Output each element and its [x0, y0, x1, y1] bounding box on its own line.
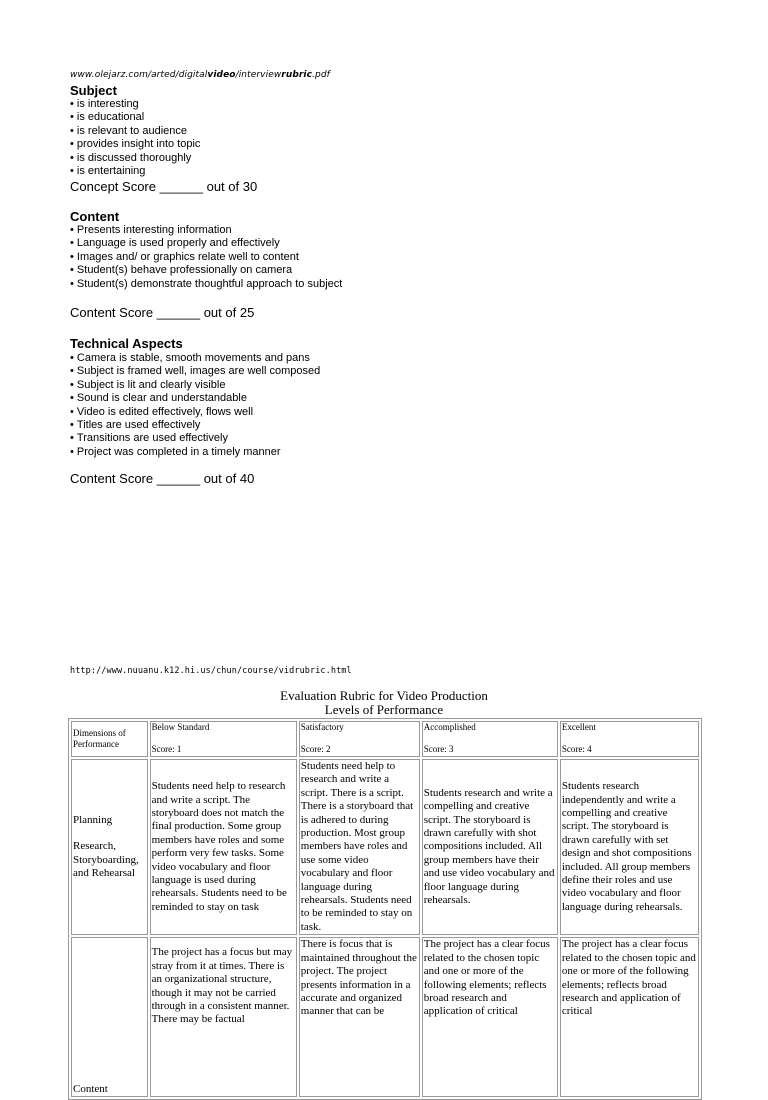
- table-header-row: [71, 721, 699, 757]
- list-item: • Project was completed in a timely manner: [70, 446, 320, 459]
- list-item: • Subject is framed well, images are well composed: [70, 365, 320, 378]
- list-item: • Student(s) demonstrate thoughtful approach to subject: [70, 278, 342, 291]
- concept-score: Concept Score ______ out of 30: [70, 179, 258, 194]
- table-cell: The project has a focus but may stray from it at times. There is an organizational structure, though it may not be carried through in a consistent manner. There may be factual: [150, 937, 297, 1097]
- list-item: • Sound is clear and understandable: [70, 392, 320, 405]
- content-heading: Content: [70, 209, 120, 224]
- list-item: • Student(s) behave professionally on camera: [70, 264, 342, 277]
- source-url-2: http://www.nuuanu.k12.hi.us/chun/course/vidrubric.html: [70, 666, 352, 676]
- table-cell: There is focus that is maintained throughout the project. The project presents information in a accurate and organized manner that can be: [299, 937, 420, 1097]
- list-item: • Language is used properly and effectively: [70, 237, 342, 250]
- list-item: • Images and/ or graphics relate well to content: [70, 251, 342, 264]
- header-level: Satisfactory Score: 2: [299, 721, 420, 757]
- rubric-subtitle: Levels of Performance: [324, 702, 444, 717]
- list-item: • is interesting: [70, 98, 200, 111]
- rubric-table: [68, 718, 702, 1100]
- list-item: • is educational: [70, 111, 200, 124]
- table-cell: Students research independently and write a compelling and creative script. The storyboard is drawn carefully with set design and shot compositions included. All group members define their roles and use video vocabulary and floor language during rehearsals.: [560, 759, 699, 935]
- table-cell: Students need help to research and write a script. The storyboard does not match the final production. Some group members have roles and some perform very few tasks. Some video vocabulary and floor language is used during rehearsals. Students need to be reminded to stay on task: [150, 759, 297, 935]
- source-url: www.olejarz.com/arted/digitalvideo/interviewrubric.pdf: [70, 70, 330, 80]
- content-list: [70, 224, 342, 291]
- subject-list: [70, 98, 200, 178]
- list-item: • Camera is stable, smooth movements and pans: [70, 352, 320, 365]
- table-cell: The project has a clear focus related to the chosen topic and one or more of the following elements; reflects broad research and application of critical: [560, 937, 699, 1097]
- header-level: Accomplished Score: 3: [422, 721, 558, 757]
- content-score: Content Score ______ out of 25: [70, 305, 255, 320]
- list-item: • provides insight into topic: [70, 138, 200, 151]
- technical-score: Content Score ______ out of 40: [70, 471, 255, 486]
- table-cell: Students need help to research and write a script. There is a script. There is a storyboard that is adhered to during production. Most group members have roles and use some video vocabulary and floor language during rehearsals. Students need to be reminded to stay on task.: [299, 759, 420, 935]
- rubric-title: Evaluation Rubric for Video Production: [280, 688, 488, 703]
- table-cell: The project has a clear focus related to the chosen topic and one or more of the following elements; reflects broad research and application of critical: [422, 937, 558, 1097]
- header-level: Below Standard Score: 1: [150, 721, 297, 757]
- list-item: • Video is edited effectively, flows well: [70, 406, 320, 419]
- dimension-cell: Planning Research, Storyboarding, and Rehearsal: [71, 759, 148, 935]
- table-row: [71, 759, 699, 935]
- technical-heading: Technical Aspects: [70, 336, 183, 351]
- list-item: • Transitions are used effectively: [70, 432, 320, 445]
- dimension-cell: Content: [71, 937, 148, 1097]
- header-dimensions: Dimensions of Performance: [71, 721, 148, 757]
- list-item: • Presents interesting information: [70, 224, 342, 237]
- list-item: • Subject is lit and clearly visible: [70, 379, 320, 392]
- table-cell: Students research and write a compelling and creative script. The storyboard is drawn carefully with shot compositions included. All group members have their and use video vocabulary and floor language during rehearsals.: [422, 759, 558, 935]
- table-row: [71, 937, 699, 1097]
- header-level: Excellent Score: 4: [560, 721, 699, 757]
- subject-heading: Subject: [70, 83, 117, 98]
- list-item: • Titles are used effectively: [70, 419, 320, 432]
- list-item: • is entertaining: [70, 165, 200, 178]
- technical-list: [70, 352, 320, 459]
- list-item: • is discussed thoroughly: [70, 152, 200, 165]
- list-item: • is relevant to audience: [70, 125, 200, 138]
